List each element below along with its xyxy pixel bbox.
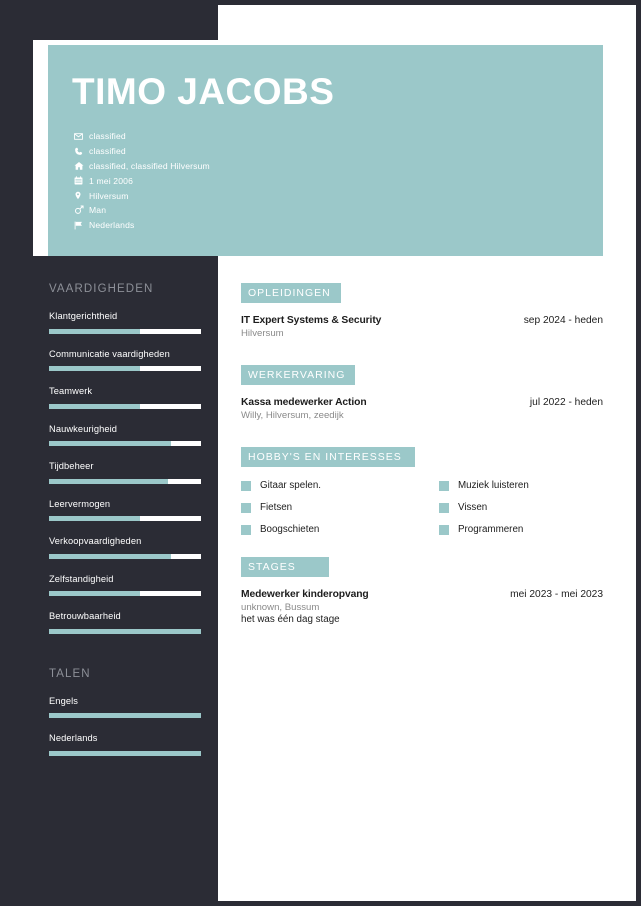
skill-label: Nauwkeurigheid bbox=[49, 423, 118, 434]
hobby-bullet-icon bbox=[439, 503, 449, 513]
hobby-item bbox=[241, 502, 439, 513]
hobby-label: Programmeren bbox=[458, 524, 524, 535]
language-item bbox=[49, 695, 201, 719]
location-pin-icon bbox=[74, 191, 89, 200]
skill-bar-track bbox=[49, 441, 201, 446]
contact-address: classified, classified Hilversum bbox=[89, 160, 210, 171]
hobby-label: Muziek luisteren bbox=[458, 480, 529, 491]
skill-bar-fill bbox=[49, 554, 171, 559]
contact-row-nationality bbox=[74, 218, 534, 233]
entry-header bbox=[241, 315, 603, 326]
entry-title: Medewerker kinderopvang bbox=[241, 589, 369, 600]
skill-bar-track bbox=[49, 629, 201, 634]
entry-header bbox=[241, 589, 603, 600]
gender-icon bbox=[74, 205, 89, 215]
skill-bar-track bbox=[49, 554, 201, 559]
hobby-item bbox=[439, 480, 603, 491]
hobby-bullet-icon bbox=[241, 481, 251, 491]
hobby-label: Gitaar spelen. bbox=[260, 480, 321, 491]
contact-row-phone bbox=[74, 144, 534, 159]
skill-bar-fill bbox=[49, 366, 140, 371]
language-label: Nederlands bbox=[49, 733, 98, 743]
skill-bar-track bbox=[49, 329, 201, 334]
entry-note: het was één dag stage bbox=[241, 614, 340, 625]
contact-row-email bbox=[74, 129, 534, 144]
contact-row-birthdate bbox=[74, 173, 534, 188]
contact-row-gender bbox=[74, 203, 534, 218]
skill-item bbox=[49, 610, 201, 634]
skill-bar-fill bbox=[49, 329, 140, 334]
skill-label: Verkoopvaardigheden bbox=[49, 536, 142, 546]
entry-date: sep 2024 - heden bbox=[523, 315, 603, 326]
spacer-education-experience bbox=[241, 339, 603, 365]
page-title: TIMO JACOBS bbox=[72, 71, 335, 112]
skill-bar-track bbox=[49, 366, 201, 371]
section-hobbies bbox=[241, 447, 603, 535]
skill-bar-fill bbox=[49, 479, 168, 484]
main-content bbox=[241, 283, 603, 625]
skill-label: Communicatie vaardigheden bbox=[49, 348, 170, 359]
languages-list bbox=[49, 695, 201, 756]
skill-bar-track bbox=[49, 479, 201, 484]
contact-gender: Man bbox=[89, 205, 107, 216]
skill-item bbox=[49, 535, 201, 559]
language-bar-track bbox=[49, 751, 201, 756]
entry-date: jul 2022 - heden bbox=[529, 397, 603, 408]
section-experience bbox=[241, 365, 603, 421]
internship-entries bbox=[241, 589, 603, 625]
calendar-icon bbox=[74, 176, 89, 185]
hobby-bullet-icon bbox=[439, 525, 449, 535]
education-label: OPLEIDINGEN bbox=[241, 283, 341, 303]
hobby-bullet-icon bbox=[241, 503, 251, 513]
hobby-bullet-icon bbox=[241, 525, 251, 535]
hobbies-label: HOBBY'S EN INTERESSES bbox=[241, 447, 415, 467]
skill-item bbox=[49, 460, 201, 484]
contact-row-location bbox=[74, 188, 534, 203]
contact-location: Hilversum bbox=[89, 190, 129, 201]
skill-bar-fill bbox=[49, 629, 201, 634]
section-education bbox=[241, 283, 603, 339]
contact-phone: classified bbox=[89, 146, 126, 157]
contact-nationality: Nederlands bbox=[89, 220, 135, 231]
entry-subtitle: unknown, Bussum bbox=[241, 602, 320, 613]
skill-bar-track bbox=[49, 516, 201, 521]
entry-title: Kassa medewerker Action bbox=[241, 397, 367, 408]
skill-item bbox=[49, 498, 201, 522]
skill-bar-track bbox=[49, 591, 201, 596]
skill-label: Zelfstandigheid bbox=[49, 573, 114, 584]
hobby-label: Boogschieten bbox=[260, 524, 320, 535]
spacer-hobbies-internships bbox=[241, 535, 603, 557]
language-label: Engels bbox=[49, 695, 79, 706]
skill-bar-fill bbox=[49, 441, 171, 446]
skill-label: Klantgerichtheid bbox=[49, 311, 118, 321]
skill-label: Leervermogen bbox=[49, 498, 111, 509]
language-bar-track bbox=[49, 713, 201, 718]
skill-item bbox=[49, 423, 201, 447]
hobby-item bbox=[439, 524, 603, 535]
skill-label: Tijdbeheer bbox=[49, 461, 94, 471]
sidebar-content bbox=[49, 283, 201, 770]
section-internships bbox=[241, 557, 603, 625]
education-entries bbox=[241, 315, 603, 339]
language-bar-fill bbox=[49, 713, 201, 718]
language-item bbox=[49, 732, 201, 756]
hobby-item bbox=[241, 480, 439, 491]
entry-title: IT Expert Systems & Security bbox=[241, 315, 382, 326]
skill-bar-fill bbox=[49, 404, 140, 409]
internships-label: STAGES bbox=[241, 557, 329, 577]
language-bar-fill bbox=[49, 751, 201, 756]
hobby-label: Vissen bbox=[458, 502, 488, 513]
skill-label: Betrouwbaarheid bbox=[49, 611, 121, 621]
contact-row-address bbox=[74, 159, 534, 174]
entry-subtitle: Hilversum bbox=[241, 328, 284, 339]
skill-item bbox=[49, 310, 201, 334]
hobby-item bbox=[439, 502, 603, 513]
skill-item bbox=[49, 385, 201, 409]
entry-subtitle: Willy, Hilversum, zeedijk bbox=[241, 410, 344, 421]
phone-icon bbox=[74, 147, 89, 156]
hobby-label: Fietsen bbox=[260, 502, 293, 513]
experience-entries bbox=[241, 397, 603, 421]
skill-item bbox=[49, 573, 201, 597]
hobby-bullet-icon bbox=[439, 481, 449, 491]
header-banner bbox=[48, 45, 603, 256]
hobby-item bbox=[241, 524, 439, 535]
hobbies-grid bbox=[241, 480, 603, 535]
skills-heading: VAARDIGHEDEN bbox=[49, 283, 154, 295]
envelope-icon bbox=[74, 132, 89, 141]
contact-list bbox=[74, 129, 534, 233]
contact-birthdate: 1 mei 2006 bbox=[89, 175, 134, 186]
spacer-experience-hobbies bbox=[241, 421, 603, 447]
skill-item bbox=[49, 348, 201, 372]
skills-list bbox=[49, 310, 201, 634]
entry-date: mei 2023 - mei 2023 bbox=[510, 589, 603, 600]
skill-label: Teamwerk bbox=[49, 386, 93, 396]
entry bbox=[241, 589, 603, 625]
skill-bar-fill bbox=[49, 516, 140, 521]
flag-icon bbox=[74, 221, 89, 230]
entry bbox=[241, 315, 603, 339]
skill-bar-fill bbox=[49, 591, 140, 596]
skill-bar-track bbox=[49, 404, 201, 409]
entry-header bbox=[241, 397, 603, 408]
experience-label: WERKERVARING bbox=[241, 365, 355, 385]
home-icon bbox=[74, 161, 89, 171]
contact-email: classified bbox=[89, 131, 126, 142]
languages-heading: TALEN bbox=[49, 667, 91, 680]
entry bbox=[241, 397, 603, 421]
